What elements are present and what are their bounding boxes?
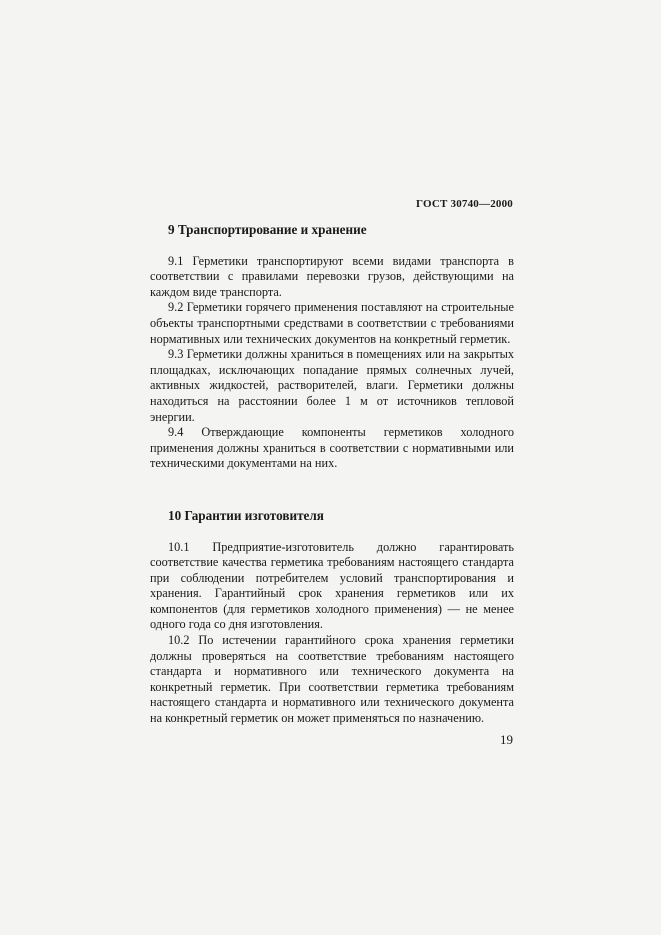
document-code-header: ГОСТ 30740—2000 [416,198,513,210]
document-body [150,222,514,727]
paragraph-9-3: 9.3 Герметики должны храниться в помещениях или на закрытых площадках, исключающих попадание прямых солнечных лучей, активных жидкостей, растворителей, влаги. Герметики должны находиться на расстоянии более 1 м от источников тепловой энергии. [150,347,514,424]
paragraph-9-4: 9.4 Отверждающие компоненты герметиков холодного применения должны храниться в соответствии с нормативными или техническими документами на них. [150,425,514,471]
section-heading: 9 Транспортирование и хранение [168,222,367,237]
paragraph-9-1: 9.1 Герметики транспортируют всеми видами транспорта в соответствии с правилами перевозки грузов, действующими на каждом виде транспорта. [150,253,514,299]
section-transportation-storage [150,222,514,472]
section-heading: 10 Гарантии изготовителя [168,507,324,523]
paragraph-10-2: 10.2 По истечении гарантийного срока хранения герметики должны проверяться на соответствие требованиям настоящего стандарта и нормативного или технического документа на конкретный герметик. При соответствии герметика требованиям настоящего стандарта и нормативного или технического документа на конкретный герметик он может применяться по назначению. [150,633,514,726]
paragraph-9-2: 9.2 Герметики горячего применения поставляют на строительные объекты транспортными средствами в соответствии с требованиями нормативных или технических документов на конкретный герметик. [150,300,514,346]
section-manufacturer-warranty [150,508,514,727]
paragraph-10-1: 10.1 Предприятие-изготовитель должно гарантировать соответствие качества герметика требованиям настоящего стандарта при соблюдении потребителем условий транспортирования и хранения. Гарантийный срок хранения герметиков или их компонентов (для герметиков холодного применения) — не менее одного года со дня изготовления. [150,539,514,632]
page-number: 19 [500,732,513,747]
